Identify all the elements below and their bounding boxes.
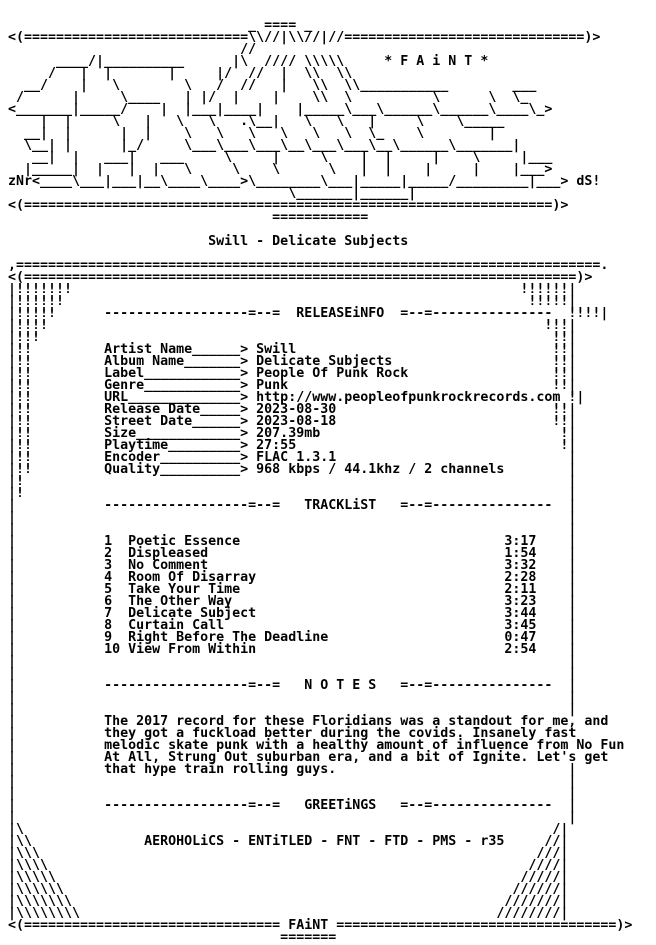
nfo-line: | that hype train rolling guys. | [8,762,577,777]
nfo-line: |\\\ ///| [8,846,569,861]
nfo-line: |!! Genre____________> Punk !!| [8,378,577,393]
nfo-line: | 2 Displeased 1:54 | [8,546,577,561]
nfo-line: | ------------------=--= N O T E S =--=--------------- | [8,678,577,693]
nfo-line: <(=====================================================================)> [8,270,593,285]
nfo-line: | 9 Right Before The Deadline 0:47 | [8,630,577,645]
nfo-line: |! | [8,486,577,501]
nfo-line: \__| | |_/ \___\___\___\__\___\___\__\______\_______| [8,138,545,153]
nfo-line: |!! Quality__________> 968 kbps / 44.1khz / 2 channels | [8,462,577,477]
nfo-line: ,=========================================================================. [8,258,609,273]
nfo-line: ======= [8,930,593,945]
nfo-line: |! | [8,474,577,489]
nfo-line: | The 2017 record for these Floridians was a standout for me, and [8,714,609,729]
nfo-line: | they got a fuckload better during the covids. Insanely fast [8,726,577,741]
nfo-line: ============ [8,210,585,225]
nfo-line: Swill - Delicate Subjects [8,234,409,249]
nfo-line: |!!!! !!!| [8,318,577,333]
nfo-line: | | [8,510,577,525]
nfo-line: | ------------------=--= TRACKLiST =--=--------------- | [8,498,577,513]
nfo-line: |!! Playtime_________> 27:55 !| [8,438,577,453]
nfo-line: | melodic skate punk with a healthy amount of influence from No Fun [8,738,625,753]
nfo-line: |!! Street Date______> 2023-08-18 !!| [8,414,577,429]
nfo-line: _ ==== _ [8,18,577,33]
nfo-line: zNr<____\___|___|__\____\____>\________\___|_____|_____/_________|___> dS! [8,174,601,189]
nfo-line: |!! Album Name_______> Delicate Subjects !!| [8,354,577,369]
nfo-line: ____/|__________ |\ //// \\\\\ * F A i N T * [8,54,577,69]
nfo-line: |\\\\\\\ ///////| [8,894,569,909]
nfo-line: |\\\\\\ //////| [8,882,569,897]
nfo-line: |!! Artist Name______> Swill !!| [8,342,577,357]
nfo-line: |\\\\ ////| [8,858,569,873]
nfo-line: |\\\\\ /////| [8,870,569,885]
nfo-line: __/ | \ \ / // | \\ \\___________ ___ [8,78,577,93]
nfo-line: | | [8,690,577,705]
nfo-line: | | [8,702,577,717]
nfo-line: | 6 The Other Way 3:23 | [8,594,577,609]
nfo-line: | | [8,810,577,825]
nfo-line: | 3 No Comment 3:32 | [8,558,577,573]
nfo-line: | | [8,786,577,801]
nfo-line: |!!! !!| [8,330,577,345]
nfo-line: | ------------------=--= GREETiNGS =--=--------------- | [8,798,577,813]
nfo-line: | | [8,522,577,537]
nfo-line: |!! Size_____________> 207.39mb !| [8,426,577,441]
nfo-line: / | | | |/ // | \\ \\ [8,66,569,81]
nfo-line: | 7 Delicate Subject 3:44 | [8,606,577,621]
nfo-line: / | \____ | |/ | | \\ \ \ \ \_ [8,90,561,105]
nfo-line: | | [8,774,577,789]
nfo-line: | 8 Curtain Call 3:45 | [8,618,577,633]
nfo-line: __| | ___| ___ \ | \ | | | \ |___ [8,150,569,165]
nfo-line: \_______|______| [8,186,585,201]
nfo-line: | 5 Take Your Time 2:11 | [8,582,577,597]
nfo-line: // [8,42,585,57]
nfo-line: <_______|_____/ | |___|____| |_____\___\______\______\____\_> [8,102,561,117]
nfo-line: |!! Release Date_____> 2023-08-30 !!| [8,402,577,417]
nfo-line: <(==================================================================)> [8,198,569,213]
nfo-line: | At All, Strung Out suburban era, and a bit of Ignite. Let's get [8,750,609,765]
nfo-line: | 1 Poetic Essence 3:17 | [8,534,577,549]
nfo-line: |!! URL______________> http://www.peopleofpunkrockrecords.com !| [8,390,585,405]
nfo-line: | | [8,666,577,681]
nfo-line: __| | | | \ \ \ \ \ \ \_ \ | [8,126,529,141]
nfo-line: | 10 View From Within 2:54 | [8,642,577,657]
nfo-line: |!!!!!!! !!!!!!| [8,282,577,297]
nfo-line: | | \ | \ \ .\__| \ \ | \ \_____ [8,114,529,129]
nfo-line: |_____| | | | \ \ \ \ | | | | |___> [8,162,561,177]
nfo-line: <(================================ FAiNT ===================================)> [8,918,633,933]
nfo-line: | 4 Room Of Disarray 2:28 | [8,570,577,585]
nfo-line: |!! Label____________> People Of Punk Rock !!| [8,366,577,381]
nfo-line: |!!!!!! !!!!!| [8,294,577,309]
nfo-line: |\ /| [8,822,569,837]
nfo-line: |\\ AEROHOLiCS - ENTiTLED - FNT - FTD - PMS - r35 //| [8,834,569,849]
nfo-line: | | [8,654,577,669]
nfo-line: |!!!!! ------------------=--= RELEASEiNFO =--=--------------- !!!!| [8,306,609,321]
nfo-line: |\\\\\\\\ ////////| [8,906,569,921]
nfo-line: <(============================\\//|\\//|//==============================)> [8,30,601,45]
nfo-line: |!! Encoder__________> FLAC 1.3.1 | [8,450,577,465]
